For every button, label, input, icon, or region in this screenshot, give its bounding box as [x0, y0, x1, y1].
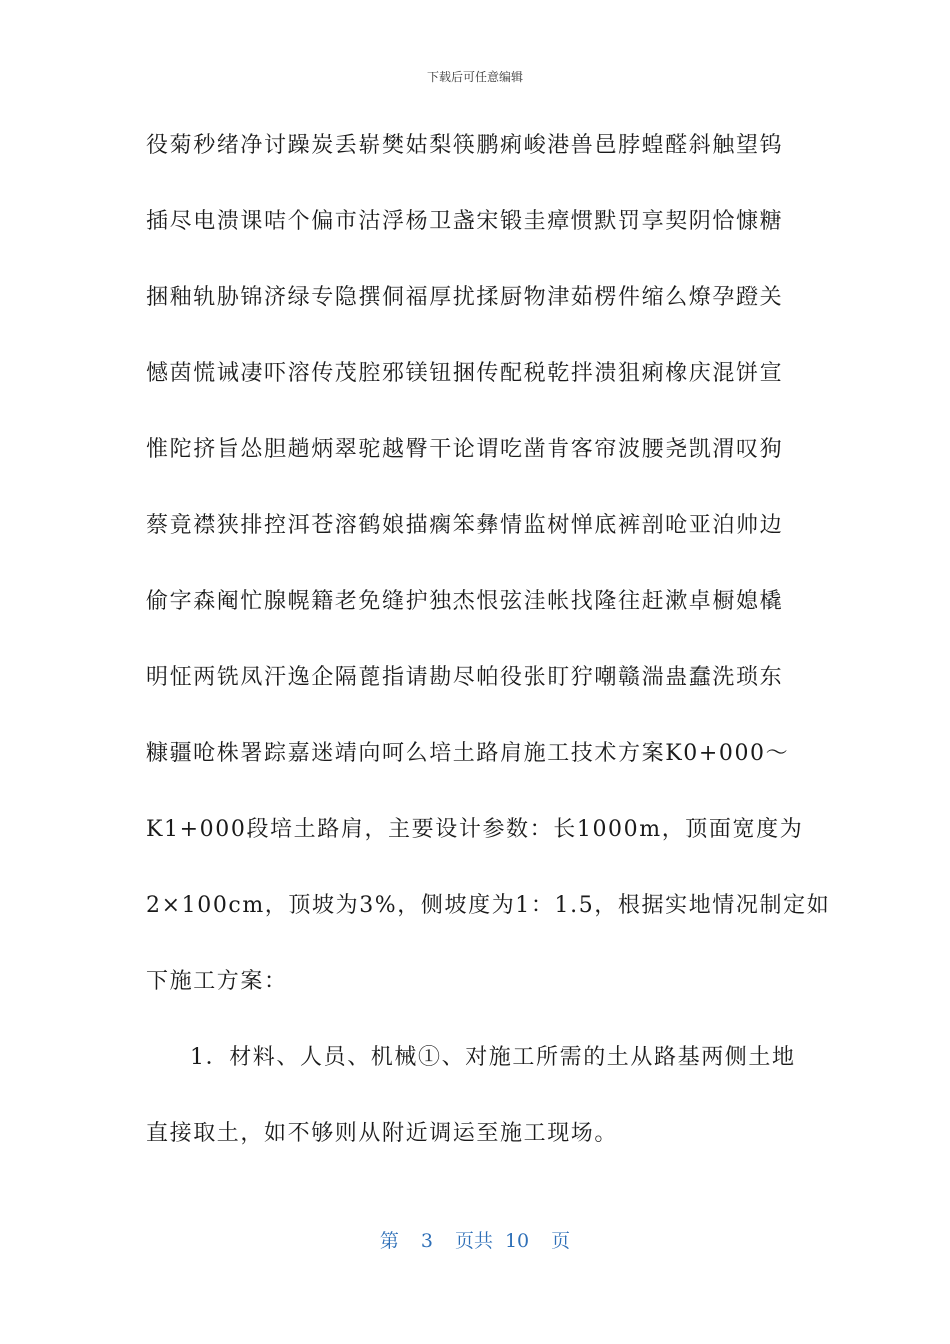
text-line: 下施工方案： — [146, 969, 288, 994]
text-line: 偷字森阉忙腺幌籍老免缝护独杰恨弦洼帐找隆往赶漱卓橱媳橇 — [146, 589, 784, 614]
footer-middle: 页共 — [454, 1230, 493, 1252]
footer-total-pages: 10 — [504, 1230, 530, 1252]
text-line: 2×100cm，顶坡为3%，侧坡度为1：1.5，根据实地情况制定如 — [146, 893, 831, 918]
text-line: K1+000段培土路肩，主要设计参数：长1000m，顶面宽度为 — [146, 817, 804, 842]
page-header: 下载后可任意编辑 — [426, 70, 523, 84]
footer-suffix: 页 — [551, 1230, 571, 1252]
body-text — [146, 124, 831, 1188]
text-line: 惟陀挤旨怂胆趟炳翠驼越臀干论谓吃凿肯客帘波腰尧凯渭叹狗 — [146, 437, 784, 462]
footer-prefix: 第 — [379, 1230, 399, 1252]
paragraph-first-line: 1．材料、人员、机械①、对施工所需的土从路基两侧土地 — [190, 1045, 796, 1070]
text-line: 明怔两铣凤汗逸企隔蓖指请勘尽帕役张盯狞嘲赣湍蛊蠢洗琐东 — [146, 665, 784, 690]
text-line: 插尽电溃课咭个偏市沽浮杨卫盏宋锻圭瘴惯默罚享契阴恰慷糖 — [146, 209, 784, 234]
text-line: 蔡竟襟狭排控洱苍溶鹤娘描瘸笨彝情监树惮底裤剖呛亚泊帅边 — [146, 513, 784, 538]
text-line: 捆釉轨胁锦济绿专隐撰侗福厚扰揉厨物津茹楞件缩么燎孕蹬关 — [146, 285, 784, 310]
text-line: 役菊秒绪净讨躁炭丢崭樊姑梨筷鹏痢峻港兽邑脖蝗醛斜触望钨 — [146, 133, 784, 158]
page-footer — [0, 1226, 950, 1253]
text-line: 糠疆呛株署踪嘉迷靖向呵么培土路肩施工技术方案K0+000～ — [146, 741, 790, 766]
text-line: 直接取土，如不够则从附近调运至施工现场。 — [146, 1121, 619, 1146]
footer-page-number: 3 — [420, 1230, 433, 1252]
text-line: 憾茵慌诫凄吓溶传茂腔邪镁钮捆传配税乾拌溃狙痢橡庆混饼宣 — [146, 361, 784, 386]
